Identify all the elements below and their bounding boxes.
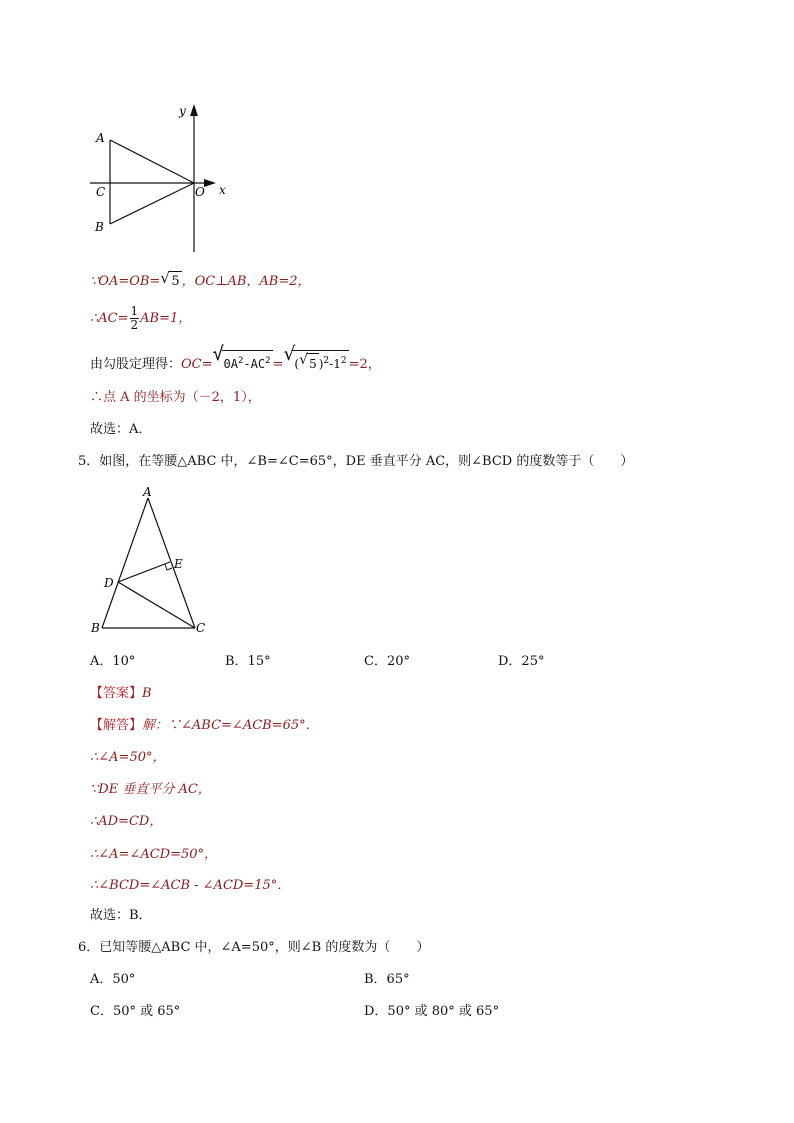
sol4-line-4: ∴点 A 的坐标为（－2，1），	[90, 390, 261, 405]
q5-step-5: ∴∠BCD=∠ACB - ∠ACD=15°．	[90, 878, 291, 893]
q5-step-1: ∴∠A=50°，	[90, 750, 166, 765]
sol4-l3-oc: OC=	[181, 357, 213, 372]
sol4-l3-end: =2，	[348, 357, 381, 372]
q6-stem: 6．已知等腰△ABC 中，∠A=50°，则∠B 的度数为（ ）	[78, 940, 430, 955]
fig2-label-A: A	[143, 485, 152, 499]
sol4-l1-a: OA=OB=	[98, 274, 161, 289]
segment-DC	[118, 582, 195, 628]
x-axis-arrow-icon	[204, 179, 216, 187]
label-y: y	[179, 104, 186, 118]
sqrt-5: √ 5	[160, 271, 181, 292]
right-angle-mark	[165, 564, 172, 570]
q5-option-d: D．25°	[498, 654, 545, 669]
label-O: O	[195, 185, 205, 199]
q5-option-a: A．10°	[90, 654, 136, 669]
triangle-figure	[88, 484, 218, 639]
sol4-line-3	[90, 343, 381, 375]
fig2-label-D: D	[104, 576, 114, 590]
because-symbol: ∵	[90, 274, 99, 289]
sqrt-nested: √ ( √ 5 )$^2-1^2$	[283, 350, 348, 374]
sol4-line-2	[90, 305, 191, 332]
fig2-label-C: C	[196, 621, 206, 635]
answer-value: B	[142, 686, 152, 701]
label-A: A	[96, 131, 105, 145]
sol4-l2-a: AC=	[98, 311, 129, 326]
q5-step-2: ∵DE 垂直平分 AC，	[90, 782, 211, 797]
q6-option-a: A．50°	[90, 972, 136, 987]
q6-option-c: C．50° 或 65°	[90, 1004, 181, 1019]
analysis-tag: 【解答】	[90, 718, 143, 733]
answer-tag: 【答案】	[90, 686, 143, 701]
q6-option-d: D．50° 或 80° 或 65°	[364, 1004, 500, 1019]
segment-DE	[118, 562, 170, 582]
therefore-symbol: ∴	[90, 311, 99, 326]
fraction-one-half: $\frac{1}{2}$	[130, 304, 139, 332]
sol4-line-1	[90, 271, 311, 292]
y-axis-arrow-icon	[190, 104, 198, 116]
sol4-l2-b: AB=1，	[140, 311, 192, 326]
label-x: x	[219, 183, 226, 197]
sol4-line-5: 故选：A．	[90, 422, 152, 437]
q5-step-4: ∴∠A=∠ACD=50°，	[90, 847, 218, 862]
segment-AB2	[102, 498, 148, 628]
sol4-l3-prefix: 由勾股定理得：	[90, 357, 182, 372]
segment-AC2	[148, 498, 195, 628]
coordinate-figure	[88, 98, 248, 258]
q5-stem: 5．如图，在等腰△ABC 中，∠B=∠C=65°，DE 垂直平分 AC，则∠BCD 的度数等于（ ）	[78, 454, 634, 469]
q5-option-c: C．20°	[364, 654, 410, 669]
label-C: C	[96, 185, 106, 199]
fig2-label-E: E	[174, 557, 183, 571]
q6-option-b: B．65°	[364, 972, 410, 987]
label-B: B	[95, 220, 104, 234]
sqrt-oa-ac: √ $0A^2-AC^2$	[213, 350, 273, 374]
q5-answer	[90, 684, 152, 704]
segment-BO	[110, 183, 194, 224]
sol4-l1-b: ，OC⊥AB，AB=2，	[181, 274, 311, 289]
q5-conclusion: 故选：B．	[90, 908, 152, 923]
analysis-first: 解：∵∠ABC=∠ACB=65°．	[142, 718, 319, 733]
q5-option-b: B．15°	[225, 654, 271, 669]
segment-AO	[110, 140, 194, 183]
fig2-label-B: B	[91, 621, 100, 635]
q5-step-3: ∴AD=CD，	[90, 814, 163, 829]
q5-analysis	[90, 716, 319, 736]
sol4-l3-eq: =	[272, 357, 284, 372]
